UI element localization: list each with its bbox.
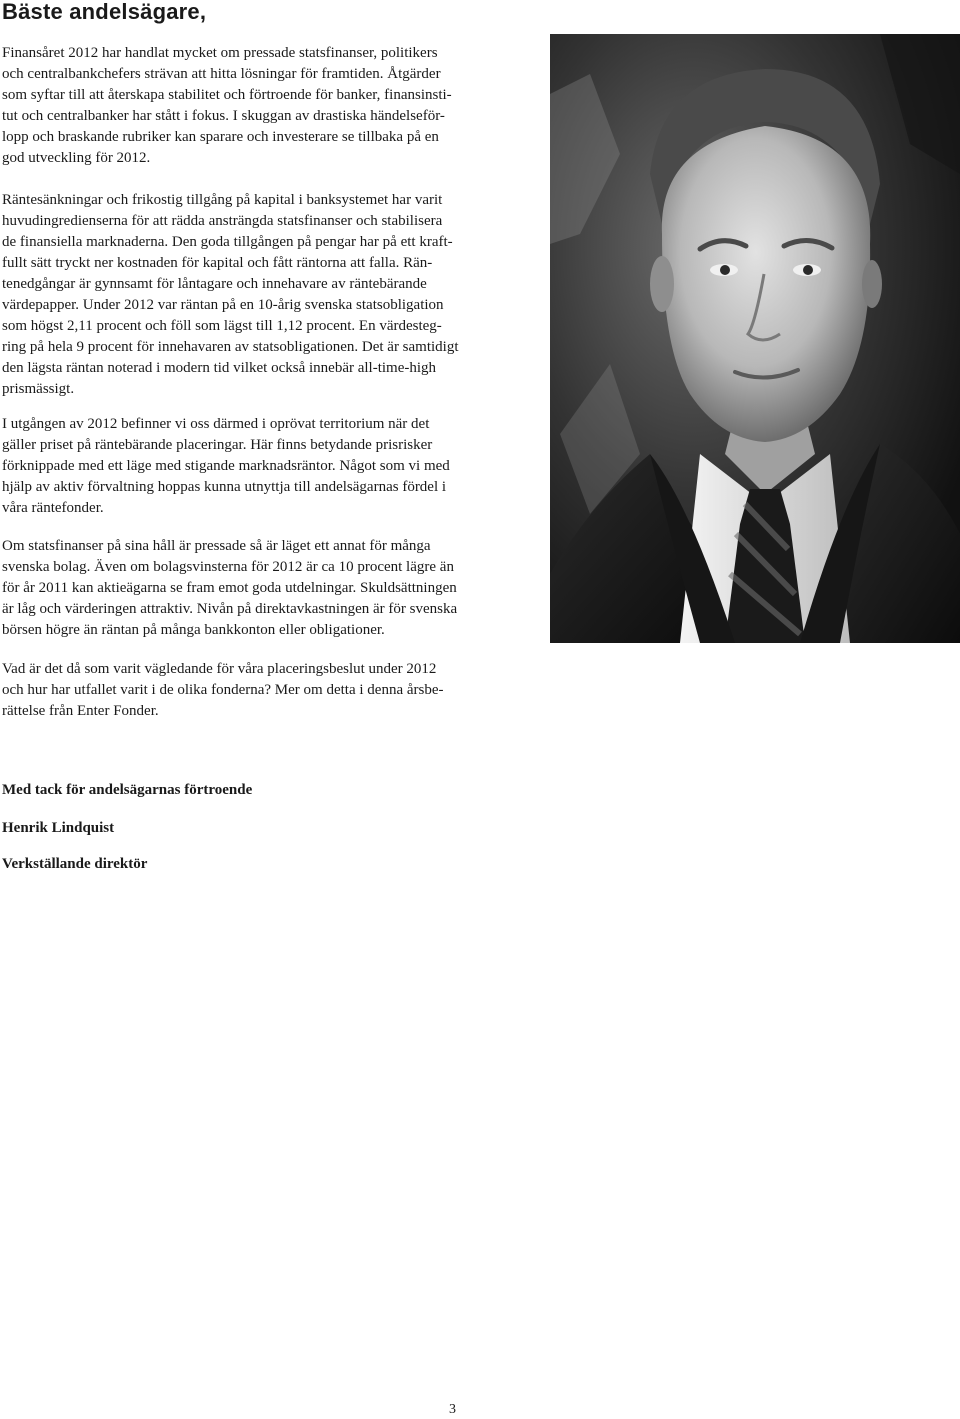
paragraph-price-risk: I utgången av 2012 befinner vi oss därmed i oprövat territorium när det gäller priset på räntebärande placeringar. Här finns betydande prisrisker förknippade med ett läge med stigande marknadsräntor. Något som vi med hjälp av aktiv förvaltning hoppas kunna utnyttja till andelsägarnas fördel i våra räntefonder. bbox=[2, 416, 450, 516]
signer-title: Verkställande direktör bbox=[2, 856, 148, 872]
signer-name: Henrik Lindquist bbox=[2, 820, 115, 836]
closing-line: Med tack för andelsägarnas förtroende bbox=[2, 782, 253, 798]
page-number: 3 bbox=[449, 1402, 456, 1417]
paragraph-intro: Finansåret 2012 har handlat mycket om pressade statsfinanser, politikers och centralbankchefers strävan att hitta lösningar för framtiden. Åtgärder som syftar till att återskapa stabilitet och förtroende för banker, finansinsti- tut och centralbanker har stått i fokus. I skuggan av drastiska händelseför- lopp och braskande rubriker kan sparare och investerare se tillbaka på en god utveckling för 2012. bbox=[2, 45, 452, 166]
letter-greeting: Bäste andelsägare, bbox=[2, 0, 207, 24]
paragraph-interest-rates: Räntesänkningar och frikostig tillgång på kapital i banksystemet har varit huvudingredienserna för att rädda ansträngda statsfinanser och stabilisera de finansiella marknaderna. Den goda tillgången på pengar har på ett kraft- fullt sätt tryckt ner kostnaden för kapital och fått räntorna att falla. Rän- tenedgångar är gynnsamt för låntagare och innehavare av räntebärande värdepapper. Under 2012 var räntan på en 10-årig svenska statsobligation som högst 2,11 procent och föll som lägst till 1,12 procent. En värdesteg- ring på hela 9 procent för innehavaren av statsobligationen. Det är samtidigt den lägsta räntan noterad i modern tid vilket också innebär all-time-high prismässigt. bbox=[2, 192, 459, 397]
paragraph-outlook: Vad är det då som varit vägledande för våra placeringsbeslut under 2012 och hur har utfallet varit i de olika fonderna? Mer om detta i denna årsbe- rättelse från Enter Fonder. bbox=[2, 661, 444, 719]
paragraph-companies: Om statsfinanser på sina håll är pressade så är läget ett annat för många svenska bolag. Även om bolagsvinsterna för 2012 är ca 10 procent lägre än för år 2011 kan aktieägarna se fram emot goda utdelningar. Skuldsättningen är låg och värderingen attraktiv. Nivån på direktavkastningen är för svenska börsen högre än räntan på många bankkonton eller obligationer. bbox=[2, 538, 458, 638]
portrait-photo bbox=[550, 34, 960, 643]
